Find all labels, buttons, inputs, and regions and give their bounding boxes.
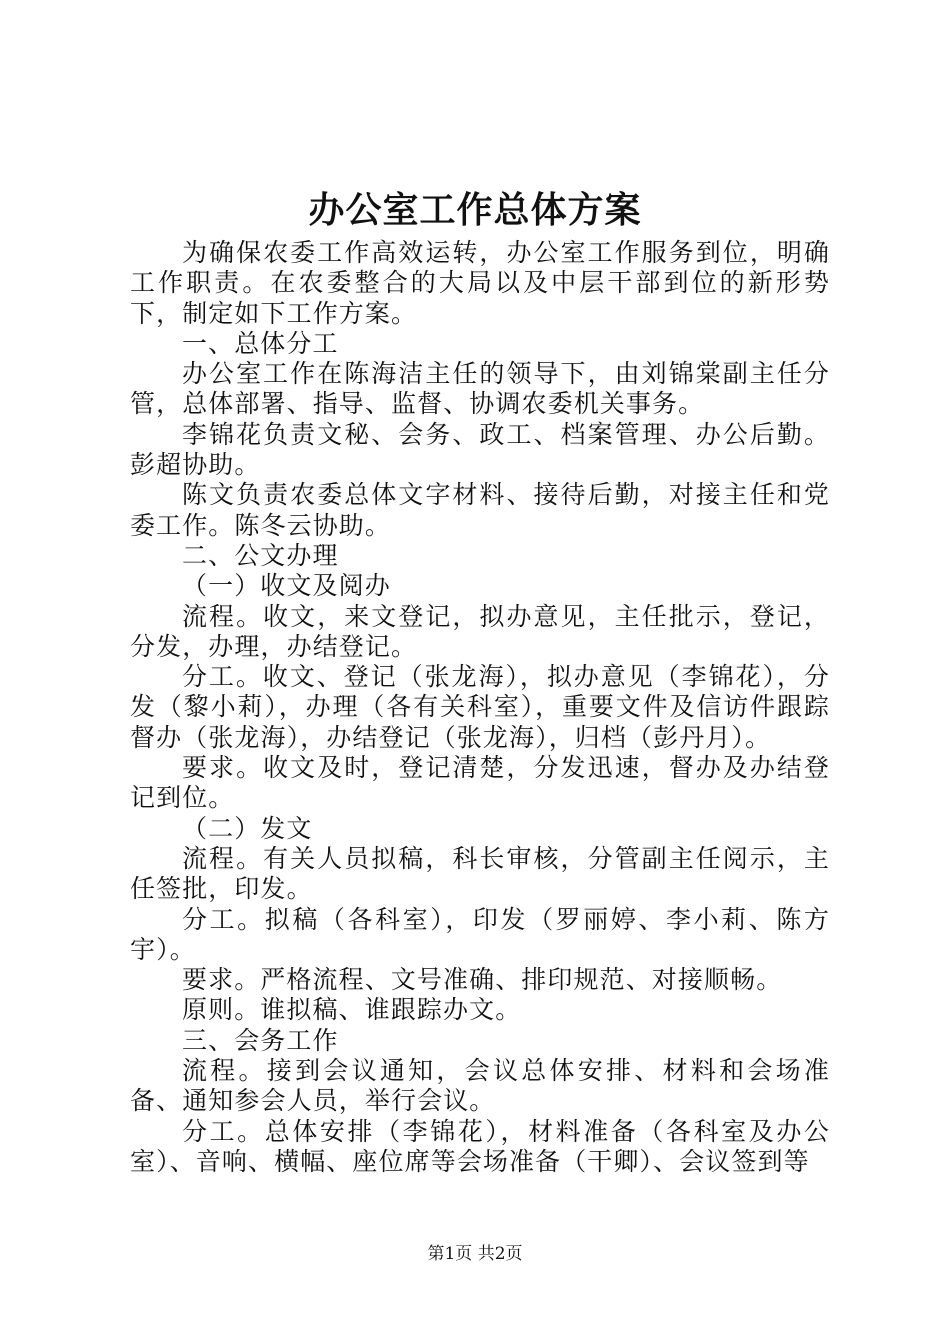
paragraph: 流程。收文，来文登记，拟办意见，主任批示，登记，分发，办理，办结登记。 [130, 601, 830, 661]
paragraph: 李锦花负责文秘、会务、政工、档案管理、办公后勤。彭超协助。 [130, 419, 830, 480]
paragraph: 原则。谁拟稿、谁跟踪办文。 [182, 995, 522, 1025]
subsection-heading: （一）收文及阅办 [182, 571, 391, 601]
paragraph: 流程。接到会议通知，会议总体安排、材料和会场准备、通知参会人员，举行会议。 [130, 1056, 830, 1116]
subsection-heading: （二）发文 [182, 813, 313, 843]
paragraph: 陈文负责农委总体文字材料、接待后勤，对接主任和党委工作。陈冬云协助。 [130, 480, 830, 540]
paragraph: 流程。有关人员拟稿，科长审核，分管副主任阅示，主任签批，印发。 [130, 843, 830, 904]
paragraph: 办公室工作在陈海洁主任的领导下，由刘锦棠副主任分管，总体部署、指导、监督、协调农委机关事务。 [130, 359, 830, 419]
section-heading-1: 一、总体分工 [182, 328, 339, 358]
paragraph: 分工。总体安排（李锦花），材料准备（各科室及办公室）、音响、横幅、座位席等会场准备（干卿）、会议签到等 [130, 1116, 830, 1176]
section-heading-2: 二、公文办理 [182, 540, 339, 570]
paragraph: 要求。严格流程、文号准确、排印规范、对接顺畅。 [182, 965, 783, 995]
paragraph: 分工。拟稿（各科室），印发（罗丽婷、李小莉、陈方宇）。 [130, 904, 830, 964]
document-body [130, 238, 830, 1177]
document-title: 办公室工作总体方案 [308, 189, 642, 231]
paragraph: 要求。收文及时，登记清楚，分发迅速，督办及办结登记到位。 [130, 753, 830, 813]
paragraph: 分工。收文、登记（张龙海），拟办意见（李锦花），分发（黎小莉），办理（各有关科室），重要文件及信访件跟踪督办（张龙海），办结登记（张龙海），归档（彭丹月）。 [130, 662, 830, 752]
page-footer: 第1页 共2页 [427, 1244, 523, 1264]
section-heading-3: 三、会务工作 [182, 1025, 339, 1055]
paragraph-intro: 为确保农委工作高效运转，办公室工作服务到位，明确工作职责。在农委整合的大局以及中层干部到位的新形势下，制定如下工作方案。 [130, 238, 830, 328]
